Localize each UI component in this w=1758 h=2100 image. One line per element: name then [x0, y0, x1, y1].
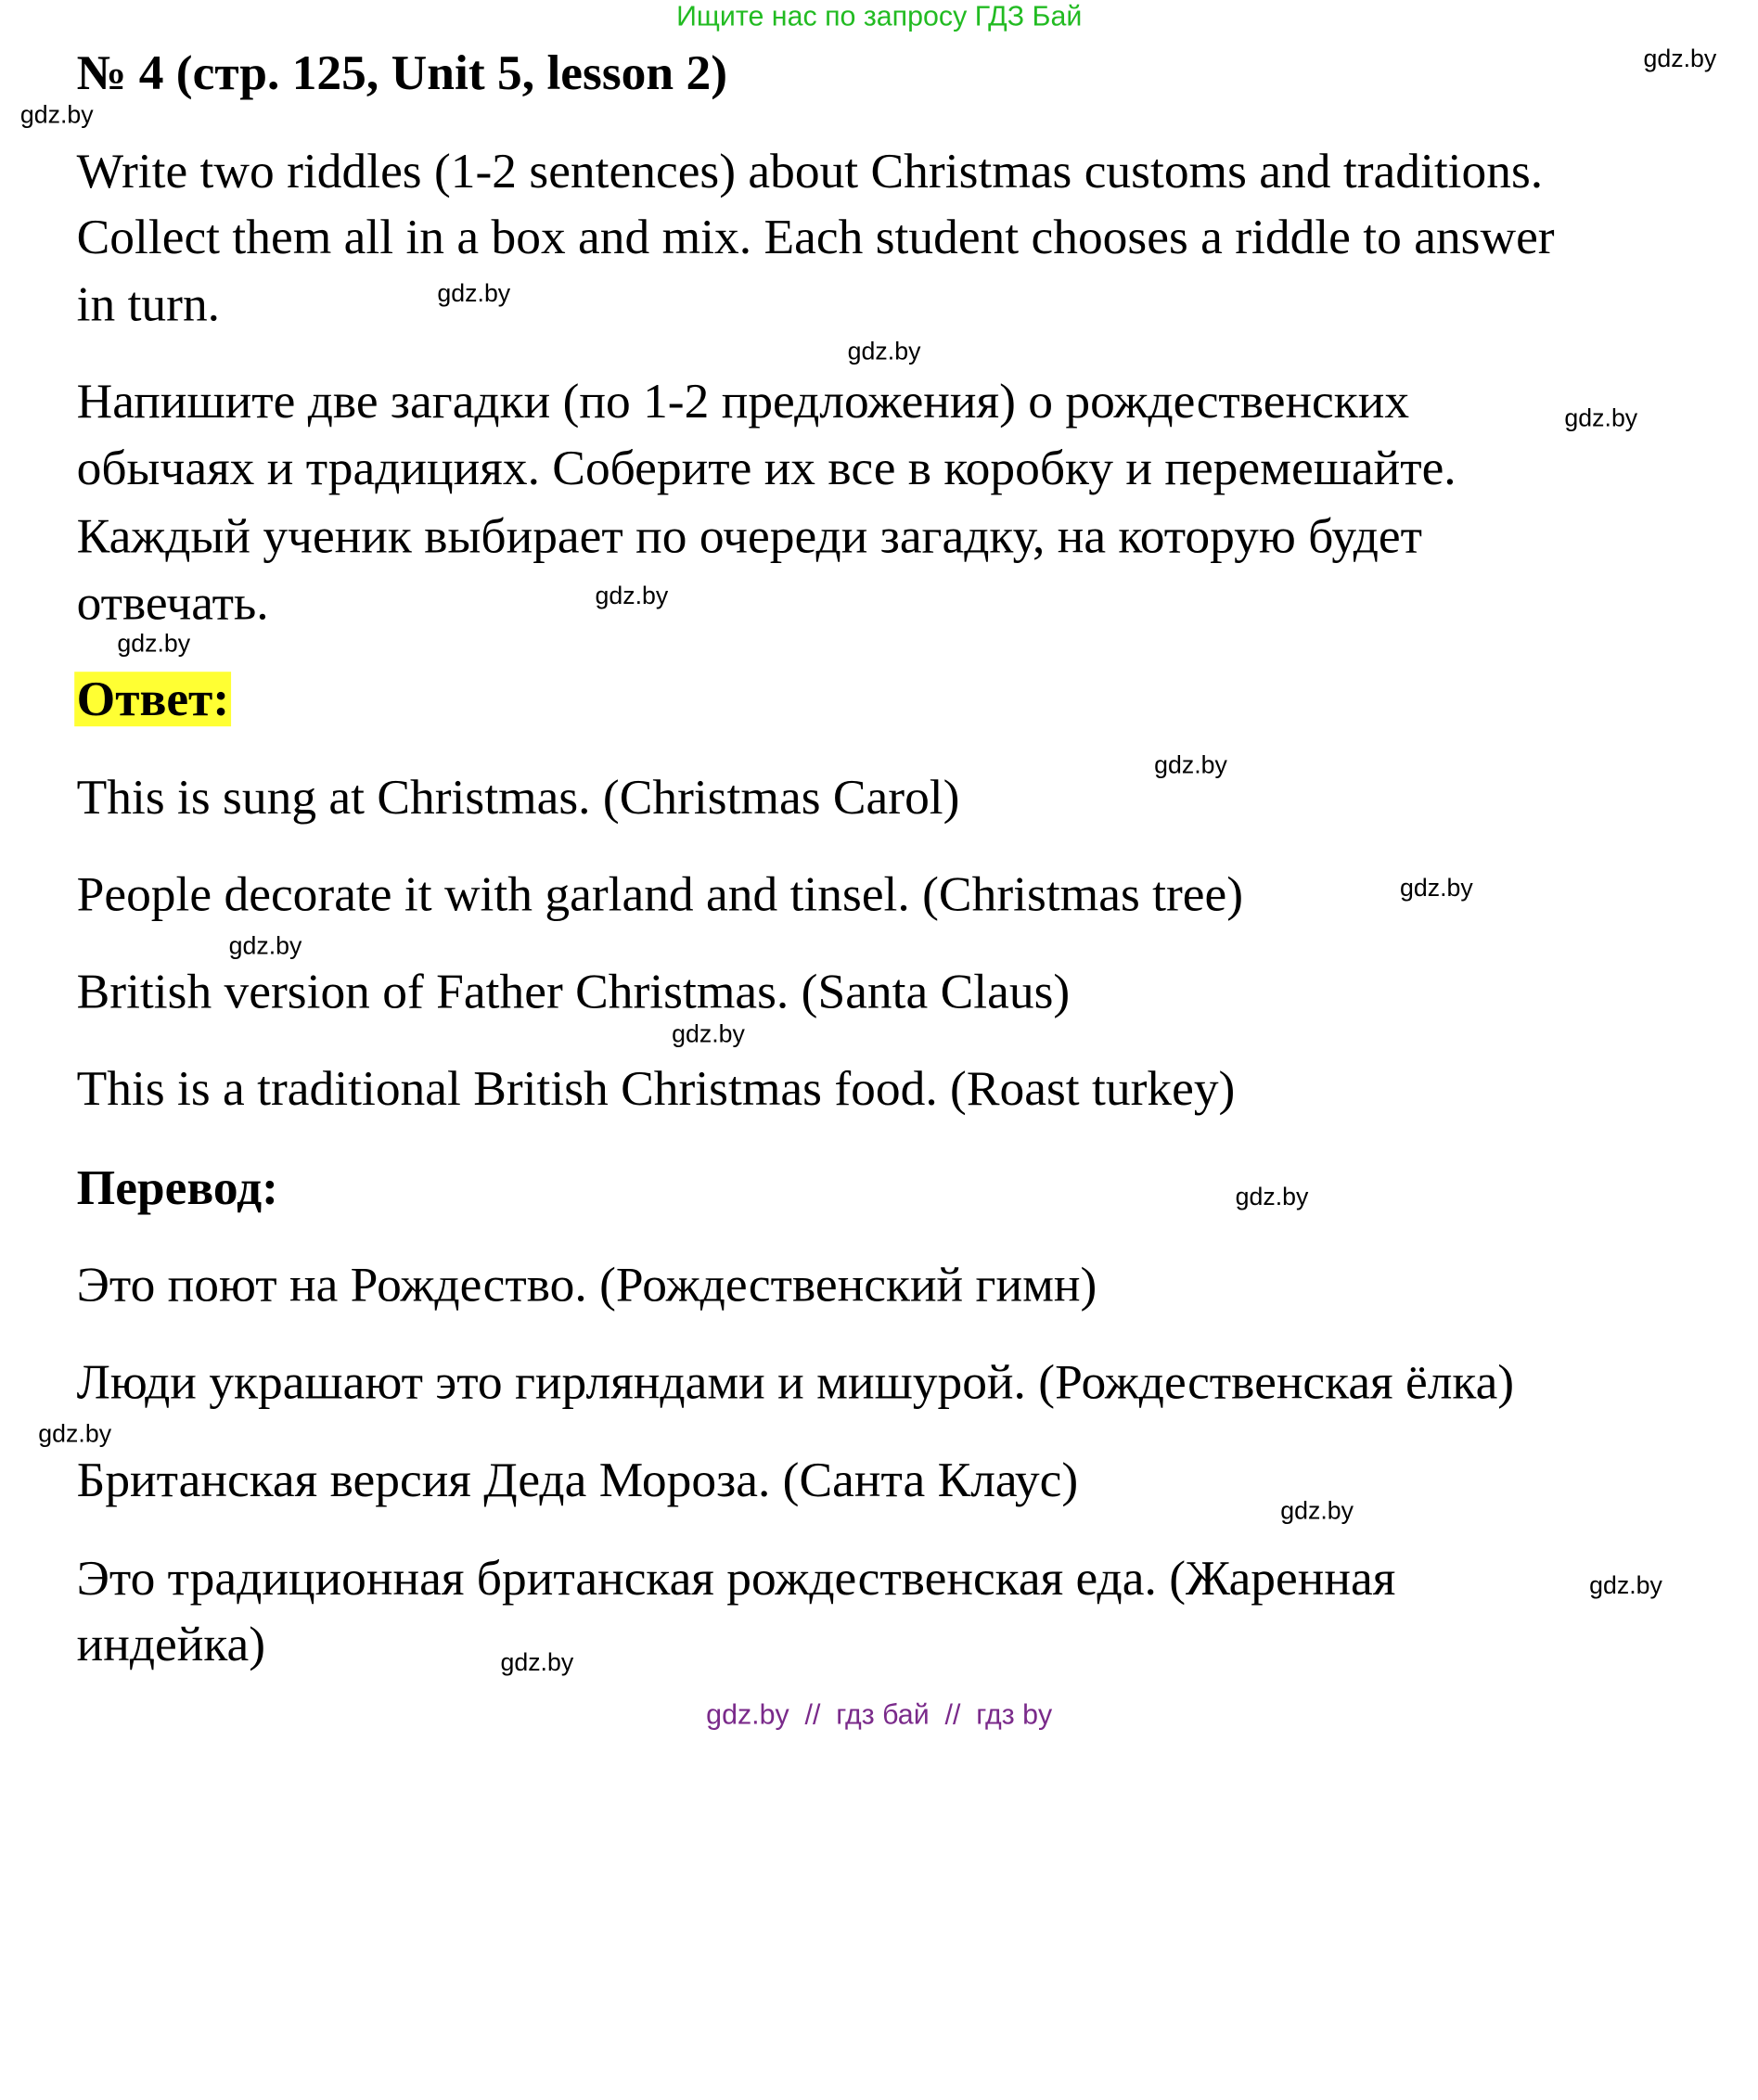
task-ru-line-4: отвечать.	[76, 575, 269, 631]
search-banner[interactable]: Ищите нас по запросу ГДЗ Бай	[676, 1, 1083, 32]
translation-line-4: Это традиционная британская рождественская еда. (Жаренная	[76, 1551, 1396, 1607]
watermark: gdz.by	[19, 100, 94, 129]
watermark: gdz.by	[1564, 403, 1638, 432]
task-ru-line-3: Каждый ученик выбирает по очереди загадку, на которую будет	[76, 508, 1422, 564]
task-ru-line-1: Напишите две загадки (по 1-2 предложения) о рождественских	[76, 374, 1410, 429]
answer-label-wrap	[74, 667, 231, 732]
task-en-line-1: Write two riddles (1-2 sentences) about Christmas customs and traditions.	[76, 144, 1544, 199]
watermark: gdz.by	[1154, 750, 1227, 779]
task-en-line-2: Collect them all in a box and mix. Each student chooses a riddle to answer	[76, 210, 1555, 265]
task-en-line-3: in turn.	[76, 276, 221, 332]
watermark: gdz.by	[228, 931, 302, 960]
translation-label: Перевод:	[76, 1160, 278, 1216]
watermark: gdz.by	[672, 1019, 745, 1048]
answer-line-1: This is sung at Christmas. (Christmas Carol)	[76, 770, 960, 826]
translation-line-1: Это поют на Рождество. (Рождественский гимн)	[76, 1257, 1097, 1312]
watermark: gdz.by	[1400, 873, 1473, 903]
watermark: gdz.by	[117, 629, 191, 658]
answer-line-3: British version of Father Christmas. (Santa Claus)	[76, 964, 1071, 1019]
translation-line-3: Британская версия Деда Мороза. (Санта Клаус)	[76, 1453, 1079, 1508]
watermark: gdz.by	[1643, 45, 1717, 73]
watermark: gdz.by	[1589, 1570, 1662, 1599]
watermark: gdz.by	[1235, 1183, 1309, 1211]
answer-line-4: This is a traditional British Christmas food. (Roast turkey)	[76, 1061, 1236, 1116]
watermark: gdz.by	[847, 337, 921, 365]
task-ru-line-2: обычаях и традициях. Соберите их все в коробку и перемешайте.	[76, 441, 1456, 496]
watermark: gdz.by	[595, 581, 669, 609]
exercise-title: № 4 (стр. 125, Unit 5, lesson 2)	[76, 45, 727, 101]
answer-label: Ответ:	[74, 672, 231, 726]
answer-line-2: People decorate it with garland and tinsel. (Christmas tree)	[76, 866, 1244, 922]
translation-line-5: индейка)	[76, 1617, 266, 1672]
watermark: gdz.by	[1280, 1496, 1354, 1525]
watermark: gdz.by	[500, 1647, 574, 1676]
translation-line-2: Люди украшают это гирляндами и мишурой. (Рождественская ёлка)	[76, 1354, 1515, 1410]
footer-banner[interactable]: gdz.by // гдз бай // гдз by	[706, 1699, 1053, 1731]
watermark: gdz.by	[38, 1419, 112, 1448]
watermark: gdz.by	[437, 278, 511, 307]
